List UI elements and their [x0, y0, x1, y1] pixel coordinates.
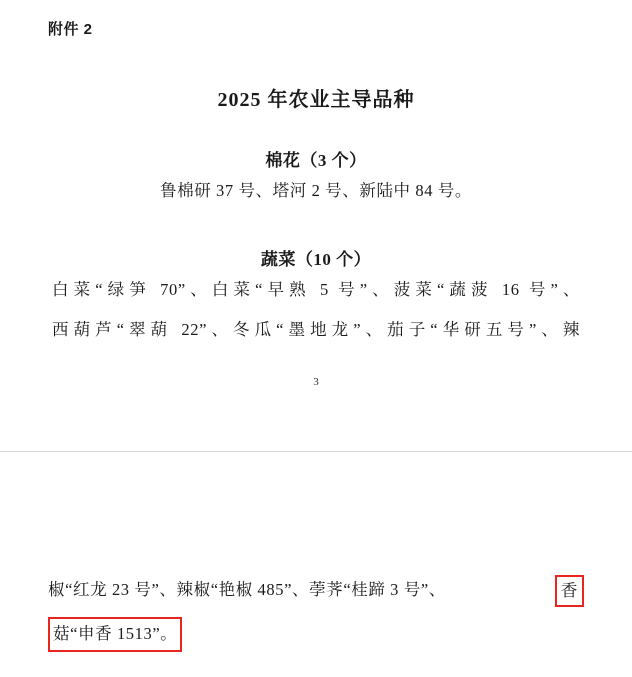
- attachment-label: 附件 2: [48, 21, 93, 38]
- section-heading-vegetables: 蔬菜（10 个）: [260, 250, 372, 269]
- section-vegetables: [48, 245, 584, 350]
- continuation-line-1: [48, 570, 584, 610]
- section-vegetables-line-1: 白菜“绿笋 70”、白菜“早熟 5 号”、菠菜“蔬菠 16 号”、: [52, 280, 580, 299]
- continuation-line-2: [48, 610, 584, 652]
- section-vegetables-line-2: 西葫芦“翠葫 22”、冬瓜“墨地龙”、茄子“华研五号”、辣: [52, 320, 580, 339]
- section-cotton-line-1: 鲁棉研 37 号、塔河 2 号、新陆中 84 号。: [160, 181, 472, 200]
- annotation-box-1: 香: [555, 575, 584, 607]
- page-title: 2025 年农业主导品种: [217, 89, 415, 111]
- page-number: 3: [313, 376, 319, 388]
- annotation-box-2: 菇“申香 1513”。: [48, 617, 182, 652]
- section-cotton: [48, 146, 584, 211]
- continuation-line-1-text: 椒“红龙 23 号”、辣椒“艳椒 485”、荸荠“桂蹄 3 号”、: [48, 580, 446, 599]
- page-fragment-second: [0, 452, 632, 676]
- section-heading-cotton: 棉花（3 个）: [265, 151, 367, 170]
